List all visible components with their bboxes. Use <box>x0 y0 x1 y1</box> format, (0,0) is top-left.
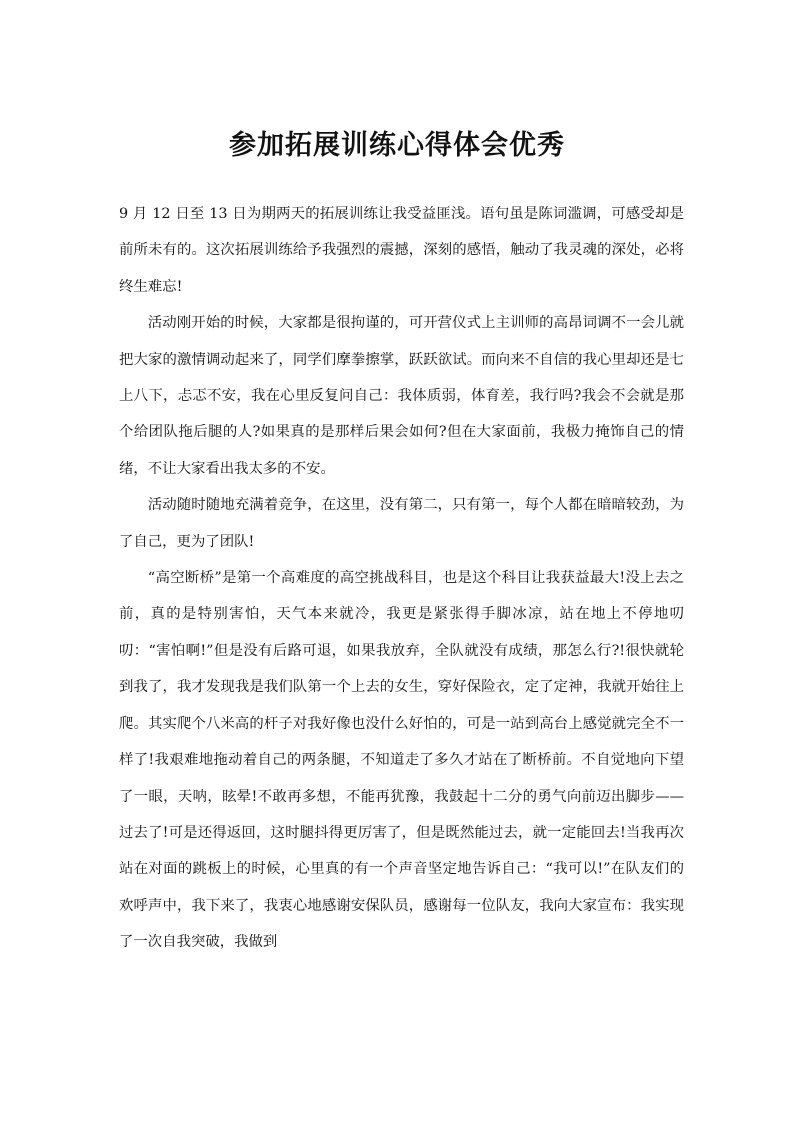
paragraph-2: 活动刚开始的时候，大家都是很拘谨的，可开营仪式上主训师的高昂词调不一会儿就把大家的激情调动起来了，同学们摩拳擦掌，跃跃欲试。而向来不自信的我心里却还是七上八下，忐忑不安，我在心里反复问自己：我体质弱，体育差，我行吗?我会不会就是那个给团队拖后腿的人?如果真的是那样后果会如何?但在大家面前，我极力掩饰自己的情绪，不让大家看出我太多的不安。 <box>119 315 684 477</box>
paragraph-4: “高空断桥”是第一个高难度的高空挑战科目，也是这个科目让我获益最大!没上去之前，真的是特别害怕，天气本来就冷，我更是紧张得手脚冰凉，站在地上不停地叨叨：“害怕啊!”但是没有后路可退，如果我放弃，全队就没有成绩，那怎么行?!很快就轮到我了，我才发现我是我们队第一个上去的女生，穿好保险衣，定了定神，我就开始往上爬。其实爬个八米高的杆子对我好像也没什么好怕的，可是一站到高台上感觉就完全不一样了!我艰难地拖动着自己的两条腿，不知道走了多久才站在了断桥前。不自觉地向下望了一眼，天呐，眩晕!不敢再多想，不能再犹豫，我鼓起十二分的勇气向前迈出脚步——过去了!可是还得返回，这时腿抖得更厉害了，但是既然能过去，就一定能回去!当我再次站在对面的跳板上的时候，心里真的有一个声音坚定地告诉自己：“我可以!”在队友们的欢呼声中，我下来了，我衷心地感谢安保队员，感谢每一位队友，我向大家宣布：我实现了一次自我突破，我做到 <box>119 570 684 951</box>
paragraph-3: 活动随时随地充满着竞争，在这里，没有第二，只有第一，每个人都在暗暗较劲，为了自己，更为了团队! <box>119 497 684 550</box>
document-title: 参加拓展训练心得体会优秀 <box>229 130 565 161</box>
paragraph-1: 9 月 12 日至 13 日为期两天的拓展训练让我受益匪浅。语句虽是陈词滥调，可感受却是前所未有的。这次拓展训练给予我强烈的震撼，深刻的感悟，触动了我灵魂的深处，必将终生难忘! <box>119 206 684 295</box>
document-body <box>119 196 684 961</box>
